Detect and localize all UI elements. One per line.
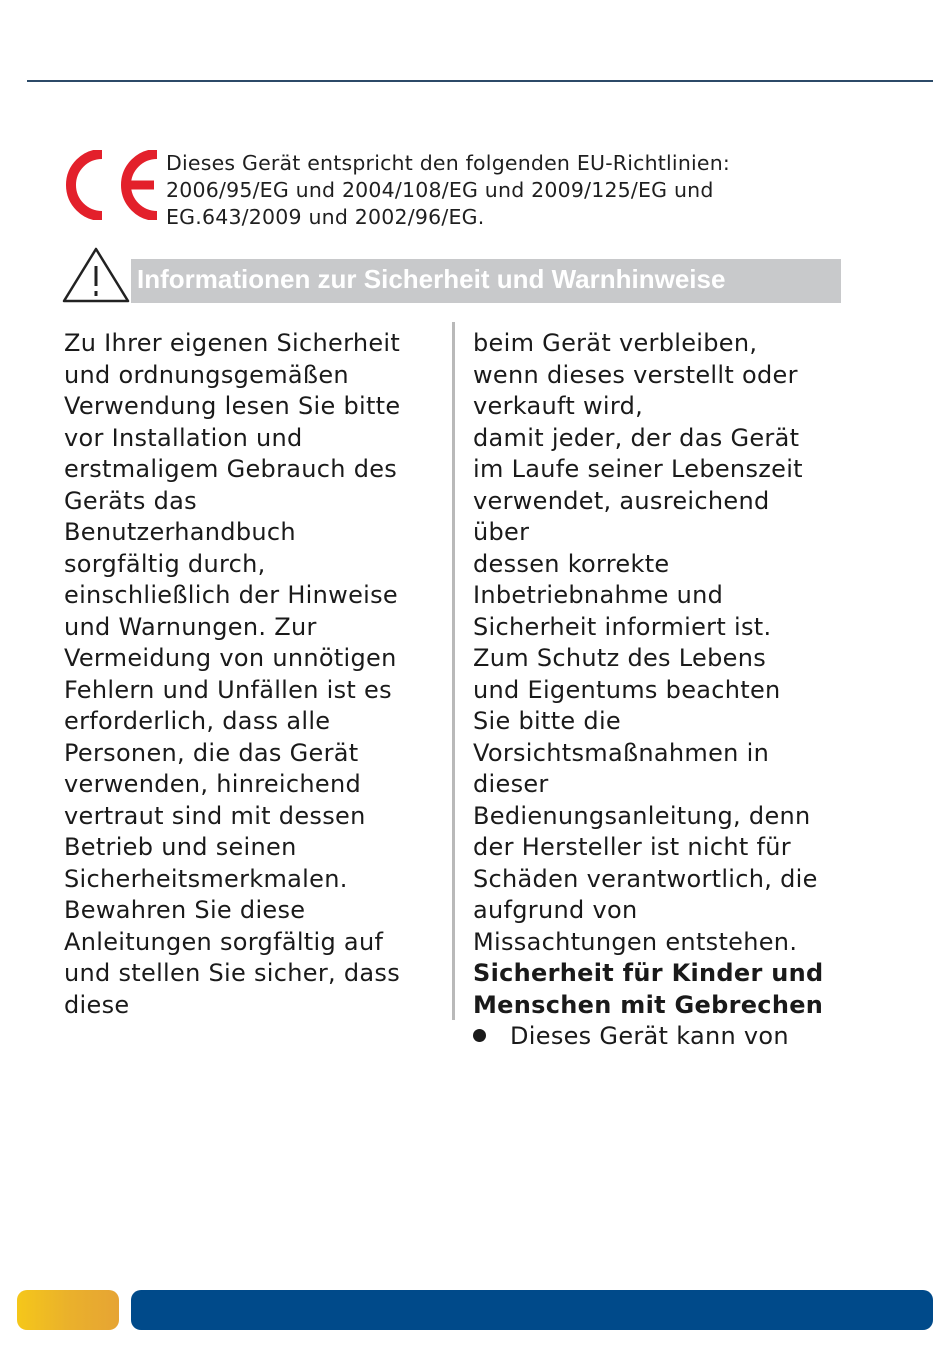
text-line: erstmaligem Gebrauch des (64, 455, 398, 483)
text-line: dieser (473, 770, 549, 798)
text-line: und stellen Sie sicher, dass (64, 959, 401, 987)
text-line: Benutzerhandbuch (64, 518, 296, 546)
text-line: der Hersteller ist nicht für (473, 833, 791, 861)
column-divider (452, 322, 455, 1020)
bullet-dot-icon (473, 1029, 486, 1042)
ce-compliance-notice (166, 150, 846, 231)
text-line: und Warnungen. Zur (64, 612, 317, 641)
text-line: wenn dieses verstellt oder (473, 360, 798, 389)
text-line: aufgrund von (473, 896, 638, 924)
right-text-column (473, 328, 933, 1053)
text-line: Personen, die das Gerät (64, 738, 359, 767)
text-line: und Eigentums beachten (473, 675, 781, 704)
text-line: Sie bitte die (473, 707, 621, 735)
section-title: Informationen zur Sicherheit und Warnhinweise (137, 264, 726, 294)
text-line: Inbetriebnahme und (473, 581, 724, 609)
subheading-line: Sicherheit für Kinder und (473, 959, 824, 987)
text-line: Sicherheitsmerkmalen. (64, 864, 348, 893)
text-line: einschließlich der Hinweise (64, 581, 398, 609)
text-line: vertraut sind mit dessen (64, 801, 366, 830)
text-line: dessen korrekte (473, 549, 670, 578)
text-line: verwendet, ausreichend (473, 486, 770, 515)
text-line: Zu Ihrer eigenen Sicherheit (64, 329, 401, 357)
text-line: Missachtungen entstehen. (473, 927, 798, 956)
text-line: Geräts das (64, 486, 197, 515)
text-line: und ordnungsgemäßen (64, 360, 349, 389)
left-text-column (64, 328, 444, 1021)
ce-notice-line: Dieses Gerät entspricht den folgenden EU-Richtlinien: (166, 151, 731, 175)
text-line: beim Gerät verbleiben, (473, 329, 758, 357)
text-line: erforderlich, dass alle (64, 707, 331, 735)
text-line: über (473, 518, 530, 546)
text-line: Bedienungsanleitung, denn (473, 801, 811, 830)
bullet-text: Dieses Gerät kann von (510, 1022, 789, 1050)
text-line: Betrieb und seinen (64, 833, 297, 861)
footer-page-tab (17, 1290, 119, 1330)
top-rule (27, 80, 933, 82)
text-line: Zum Schutz des Lebens (473, 644, 767, 672)
text-line: Bewahren Sie diese (64, 896, 306, 924)
text-line: Fehlern und Unfällen ist es (64, 675, 392, 704)
text-line: Anleitungen sorgfältig auf (64, 927, 384, 956)
ce-notice-line: EG.643/2009 und 2002/96/EG. (166, 205, 485, 229)
footer-bar (131, 1290, 933, 1330)
text-line: Verwendung lesen Sie bitte (64, 392, 401, 420)
text-line: Sicherheit informiert ist. (473, 612, 772, 641)
text-line: Vermeidung von unnötigen (64, 644, 397, 672)
section-header-bar (131, 259, 841, 303)
text-line: im Laufe seiner Lebenszeit (473, 455, 803, 483)
text-line: damit jeder, der das Gerät (473, 423, 800, 452)
ce-mark-icon (62, 150, 162, 220)
text-line: sorgfältig durch, (64, 549, 266, 578)
ce-notice-line: 2006/95/EG und 2004/108/EG und 2009/125/EG und (166, 178, 714, 202)
text-line: Vorsichtsmaßnahmen in (473, 738, 770, 767)
warning-triangle-icon (61, 246, 131, 304)
text-line: verwenden, hinreichend (64, 770, 361, 798)
bullet-item (473, 1021, 933, 1053)
text-line: diese (64, 990, 130, 1019)
subheading-line: Menschen mit Gebrechen (473, 990, 824, 1019)
text-line: verkauft wird, (473, 392, 644, 420)
text-line: Schäden verantwortlich, die (473, 864, 818, 893)
text-line: vor Installation und (64, 423, 303, 452)
